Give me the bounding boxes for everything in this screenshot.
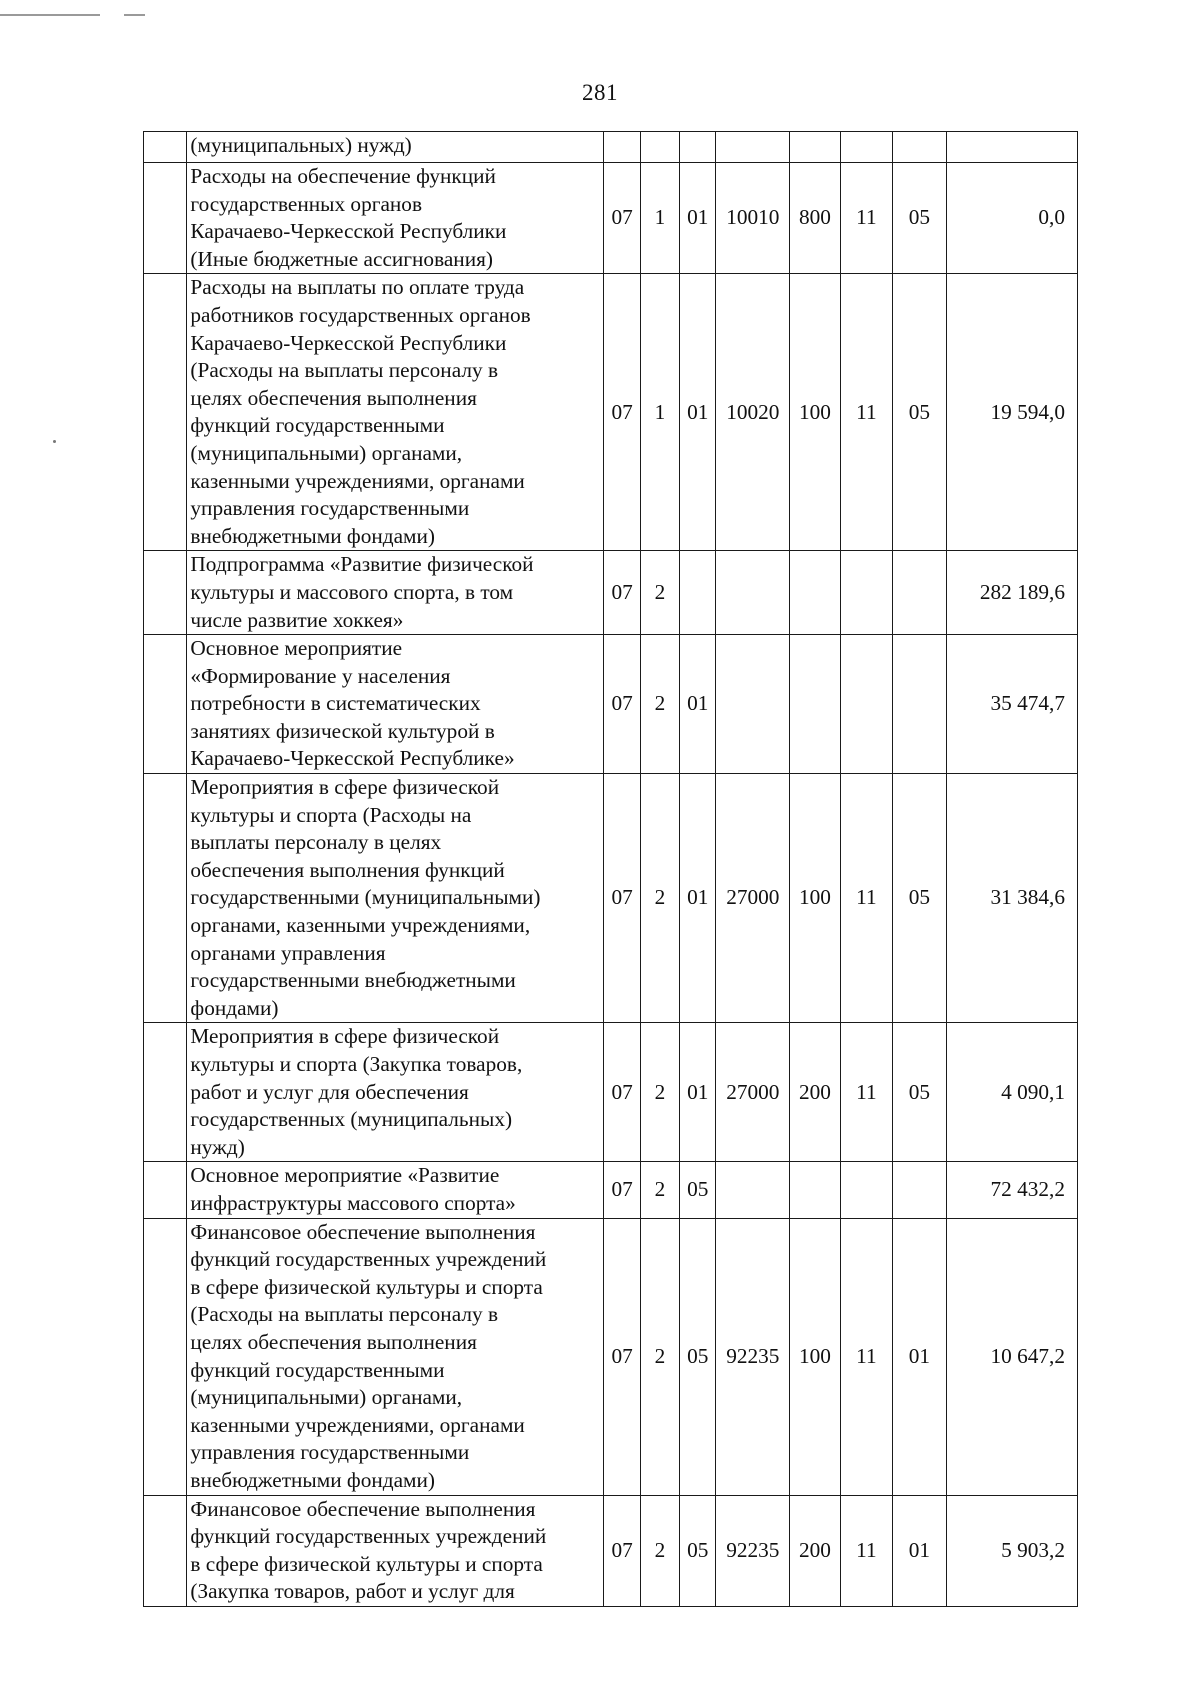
direction-cell: 800 [790,163,840,274]
description-line: управления государственными [190,496,470,521]
description-line: государственных (муниципальных) [190,1107,513,1132]
amount-cell: 31 384,6 [946,774,1077,1023]
section-cell: 07 [604,1218,640,1495]
main-event-cell: 27000 [716,774,790,1023]
page-number: 281 [582,80,618,105]
description-line: (Закупка товаров, работ и услуг для [190,1579,515,1604]
amount-cell: 19 594,0 [946,274,1077,551]
row-number-cell [144,774,187,1023]
description-line: Мероприятия в сфере физической [190,775,500,800]
description-cell [187,1218,604,1495]
description-line: функций государственных учреждений [190,1247,547,1272]
chapter-cell [893,132,947,163]
description-line: внебюджетными фондами) [190,1467,436,1492]
description-line: «Формирование у населения [190,663,451,688]
direction-cell: 200 [790,1023,840,1162]
row-number-cell [144,635,187,774]
main-event-cell: 92235 [716,1495,790,1606]
subprogram-cell: 01 [680,163,716,274]
description-line: инфраструктуры массового спорта» [190,1190,516,1215]
subprogram-cell: 01 [680,1023,716,1162]
program-cell: 2 [640,635,679,774]
description-line: потребности в систематических [190,691,481,716]
section-cell: 07 [604,1023,640,1162]
description-line: органами управления [190,940,386,965]
description-line: Расходы на выплаты по оплате труда [190,275,525,300]
description-line: казенными учреждениями, органами [190,468,525,493]
description-line: целях обеспечения выполнения [190,385,477,410]
table-row [144,274,1078,551]
chapter-cell: 05 [893,163,947,274]
direction-cell: 100 [790,1218,840,1495]
program-cell: 1 [640,163,679,274]
section-cell: 07 [604,1162,640,1218]
section-cell: 07 [604,1495,640,1606]
description-line: Карачаево-Черкесской Республики [190,330,507,355]
description-line: в сфере физической культуры и спорта [190,1551,543,1576]
description-line: работ и услуг для обеспечения [190,1079,469,1104]
description-line: органами, казенными учреждениями, [190,913,531,938]
description-line: функций государственными [190,1357,445,1382]
description-line: Мероприятия в сфере физической [190,1024,500,1049]
program-cell: 2 [640,1162,679,1218]
subprogram-cell: 05 [680,1218,716,1495]
program-cell: 1 [640,274,679,551]
amount-cell [946,132,1077,163]
expense-type-cell [840,551,893,635]
description-line: нужд) [190,1134,245,1159]
description-line: занятиях физической культурой в [190,718,495,743]
table-row [144,1162,1078,1218]
program-cell: 2 [640,774,679,1023]
scan-artifact-line [0,14,100,16]
description-line: обеспечения выполнения функций [190,857,505,882]
amount-cell: 282 189,6 [946,551,1077,635]
description-line: целях обеспечения выполнения [190,1329,477,1354]
description-line: (Расходы на выплаты персоналу в [190,1302,499,1327]
table-row [144,1495,1078,1606]
section-cell: 07 [604,551,640,635]
subprogram-cell: 01 [680,774,716,1023]
direction-cell: 200 [790,1495,840,1606]
chapter-cell: 01 [893,1218,947,1495]
chapter-cell [893,635,947,774]
description-cell [187,551,604,635]
description-line: в сфере физической культуры и спорта [190,1274,543,1299]
description-line: культуры и спорта (Закупка товаров, [190,1052,523,1076]
main-event-cell: 10020 [716,274,790,551]
program-cell [640,132,679,163]
amount-cell: 0,0 [946,163,1077,274]
section-cell: 07 [604,163,640,274]
expense-type-cell: 11 [840,1495,893,1606]
direction-cell: 100 [790,274,840,551]
row-number-cell [144,1495,187,1606]
subprogram-cell: 05 [680,1495,716,1606]
expense-type-cell: 11 [840,1023,893,1162]
description-line: Карачаево-Черкесской Республики [190,219,507,244]
amount-cell: 5 903,2 [946,1495,1077,1606]
description-cell [187,274,604,551]
chapter-cell [893,1162,947,1218]
section-cell [604,132,640,163]
expense-type-cell: 11 [840,274,893,551]
description-line: государственных органов [190,191,423,216]
direction-cell: 100 [790,774,840,1023]
main-event-cell [716,551,790,635]
program-cell: 2 [640,1023,679,1162]
description-line: фондами) [190,995,279,1020]
row-number-cell [144,132,187,163]
program-cell: 2 [640,1495,679,1606]
main-event-cell [716,1162,790,1218]
subprogram-cell [680,551,716,635]
amount-cell: 35 474,7 [946,635,1077,774]
description-line: работников государственных органов [190,302,531,327]
scan-speck [53,440,56,443]
row-number-cell [144,1023,187,1162]
section-cell: 07 [604,274,640,551]
description-cell [187,1162,604,1218]
expense-type-cell [840,132,893,163]
description-line: управления государственными [190,1440,470,1465]
table-body [144,132,1078,1607]
table-row [144,551,1078,635]
description-line: выплаты персоналу в целях [190,830,442,855]
description-line: Карачаево-Черкесской Республике» [190,746,515,771]
budget-table [143,131,1078,1607]
chapter-cell: 05 [893,1023,947,1162]
chapter-cell: 05 [893,774,947,1023]
description-line: Расходы на обеспечение функций [190,164,496,188]
section-cell: 07 [604,635,640,774]
direction-cell [790,132,840,163]
table-row [144,1023,1078,1162]
expense-type-cell [840,1162,893,1218]
description-line: (муниципальными) органами, [190,1385,463,1410]
description-line: (муниципальными) органами, [190,440,463,465]
table-row [144,163,1078,274]
description-line: внебюджетными фондами) [190,523,436,548]
description-line: Финансовое обеспечение выполнения [190,1219,536,1244]
description-cell [187,1495,604,1606]
row-number-cell [144,1218,187,1495]
description-line: казенными учреждениями, органами [190,1412,525,1437]
description-line: Основное мероприятие «Развитие [190,1163,500,1188]
amount-cell: 72 432,2 [946,1162,1077,1218]
main-event-cell [716,132,790,163]
description-line: культуры и спорта (Расходы на [190,802,472,827]
subprogram-cell: 01 [680,635,716,774]
subprogram-cell [680,132,716,163]
main-event-cell: 92235 [716,1218,790,1495]
chapter-cell: 01 [893,1495,947,1606]
expense-type-cell [840,635,893,774]
subprogram-cell: 05 [680,1162,716,1218]
program-cell: 2 [640,1218,679,1495]
description-line: государственными внебюджетными [190,968,516,993]
description-line: функций государственных учреждений [190,1524,547,1549]
chapter-cell [893,551,947,635]
description-line: (Иные бюджетные ассигнования) [190,246,493,271]
row-number-cell [144,1162,187,1218]
description-line: числе развитие хоккея» [190,607,404,632]
section-cell: 07 [604,774,640,1023]
scan-artifact-line [124,14,145,16]
description-line: Основное мероприятие [190,636,403,661]
description-cell [187,132,604,163]
description-cell [187,163,604,274]
description-cell [187,1023,604,1162]
amount-cell: 4 090,1 [946,1023,1077,1162]
table-row [144,774,1078,1023]
description-line: функций государственными [190,413,445,438]
direction-cell [790,1162,840,1218]
amount-cell: 10 647,2 [946,1218,1077,1495]
description-cell [187,635,604,774]
table-row [144,635,1078,774]
main-event-cell: 27000 [716,1023,790,1162]
table-row [144,1218,1078,1495]
direction-cell [790,551,840,635]
description-cell [187,774,604,1023]
main-event-cell: 10010 [716,163,790,274]
expense-type-cell: 11 [840,163,893,274]
chapter-cell: 05 [893,274,947,551]
description-line: (Расходы на выплаты персоналу в [190,358,499,383]
direction-cell [790,635,840,774]
row-number-cell [144,163,187,274]
row-number-cell [144,274,187,551]
description-line: (муниципальных) нужд) [190,133,412,157]
description-line: Подпрограмма «Развитие физической [190,552,534,577]
table-row [144,132,1078,163]
subprogram-cell: 01 [680,274,716,551]
description-line: государственными (муниципальными) [190,885,541,910]
expense-type-cell: 11 [840,774,893,1023]
description-line: культуры и массового спорта, в том [190,579,514,604]
main-event-cell [716,635,790,774]
program-cell: 2 [640,551,679,635]
description-line: Финансовое обеспечение выполнения [190,1496,536,1521]
row-number-cell [144,551,187,635]
expense-type-cell: 11 [840,1218,893,1495]
